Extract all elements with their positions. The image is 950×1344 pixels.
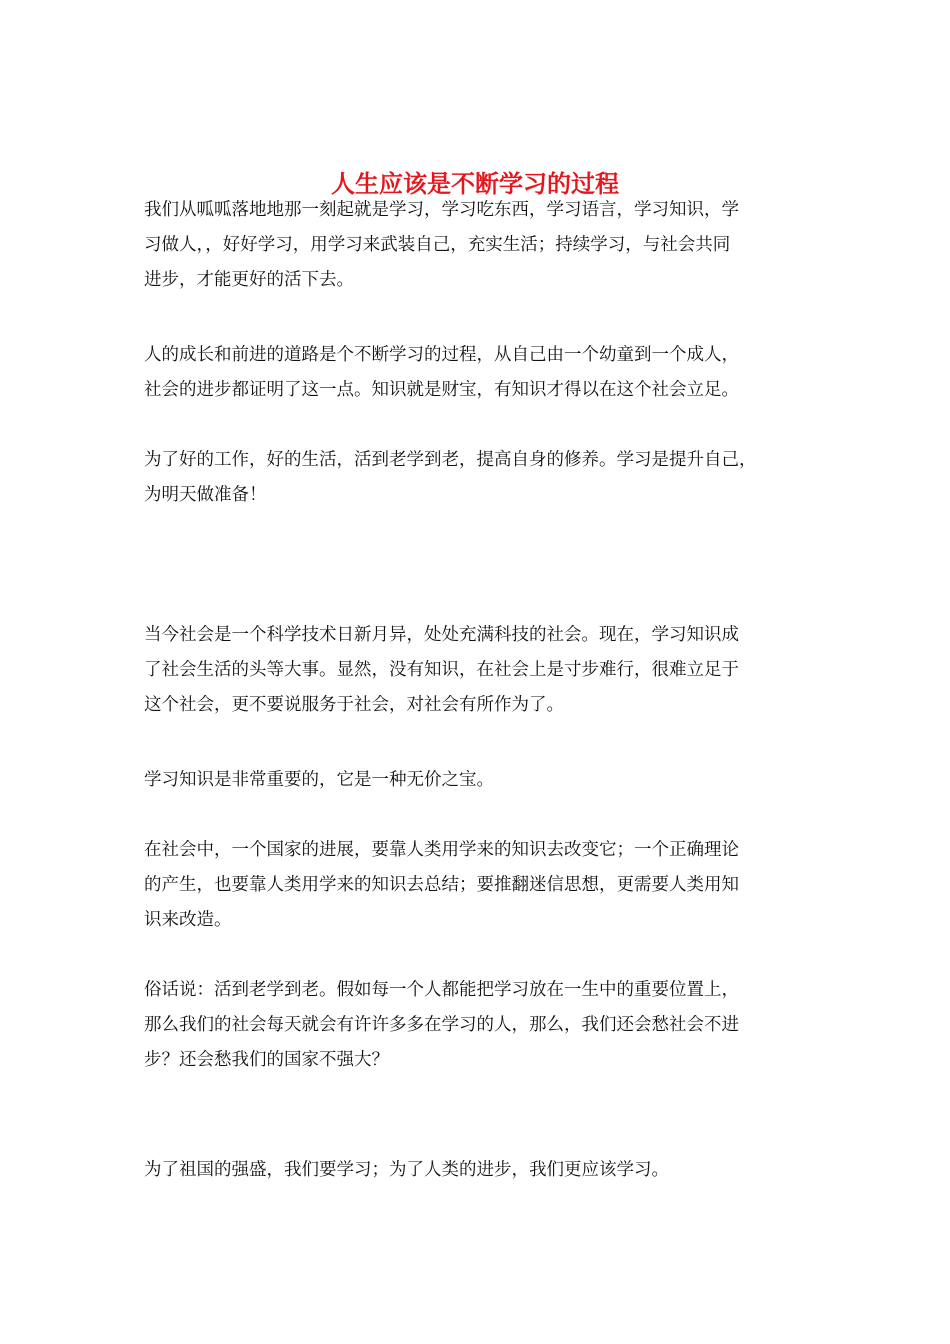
paragraph-line: 当今社会是一个科学技术日新月异，处处充满科技的社会。现在，学习知识成 <box>144 625 739 645</box>
paragraph-line: 步？还会愁我们的国家不强大？ <box>144 1050 389 1070</box>
paragraph-line: 进步，才能更好的活下去。 <box>144 270 354 290</box>
paragraph-line: 为明天做准备！ <box>144 485 267 505</box>
paragraph-line: 俗话说：活到老学到老。假如每一个人都能把学习放在一生中的重要位置上， <box>144 980 739 1000</box>
paragraph-line: 了社会生活的头等大事。显然，没有知识，在社会上是寸步难行，很难立足于 <box>144 660 739 680</box>
paragraph-2 <box>144 338 814 408</box>
paragraph-3 <box>144 443 814 513</box>
paragraph-7 <box>144 973 814 1078</box>
paragraph-line: 为了祖国的强盛，我们要学习；为了人类的进步，我们更应该学习。 <box>144 1160 669 1180</box>
paragraph-line: 在社会中，一个国家的进展，要靠人类用学来的知识去改变它；一个正确理论 <box>144 840 739 860</box>
paragraph-8 <box>144 1153 814 1188</box>
paragraph-1 <box>144 193 814 298</box>
paragraph-line: 识来改造。 <box>144 910 232 930</box>
paragraph-line: 为了好的工作，好的生活，活到老学到老，提高自身的修养。学习是提升自己， <box>144 450 757 470</box>
paragraph-line: 我们从呱呱落地地那一刻起就是学习，学习吃东西，学习语言，学习知识，学 <box>144 200 739 220</box>
paragraph-line: 这个社会，更不要说服务于社会，对社会有所作为了。 <box>144 695 564 715</box>
paragraph-line: 学习知识是非常重要的，它是一种无价之宝。 <box>144 770 494 790</box>
paragraph-line: 人的成长和前进的道路是个不断学习的过程，从自己由一个幼童到一个成人， <box>144 345 739 365</box>
paragraph-line: 社会的进步都证明了这一点。知识就是财宝，有知识才得以在这个社会立足。 <box>144 380 739 400</box>
paragraph-line: 习做人，，好好学习，用学习来武装自己，充实生活；持续学习，与社会共同 <box>144 235 731 255</box>
paragraph-5 <box>144 763 814 798</box>
paragraph-6 <box>144 833 814 938</box>
document-title: 人生应该是不断学习的过程 <box>331 169 619 199</box>
paragraph-line: 的产生，也要靠人类用学来的知识去总结；要推翻迷信思想，更需要人类用知 <box>144 875 739 895</box>
paragraph-line: 那么我们的社会每天就会有许许多多在学习的人，那么，我们还会愁社会不进 <box>144 1015 739 1035</box>
paragraph-4 <box>144 618 814 723</box>
